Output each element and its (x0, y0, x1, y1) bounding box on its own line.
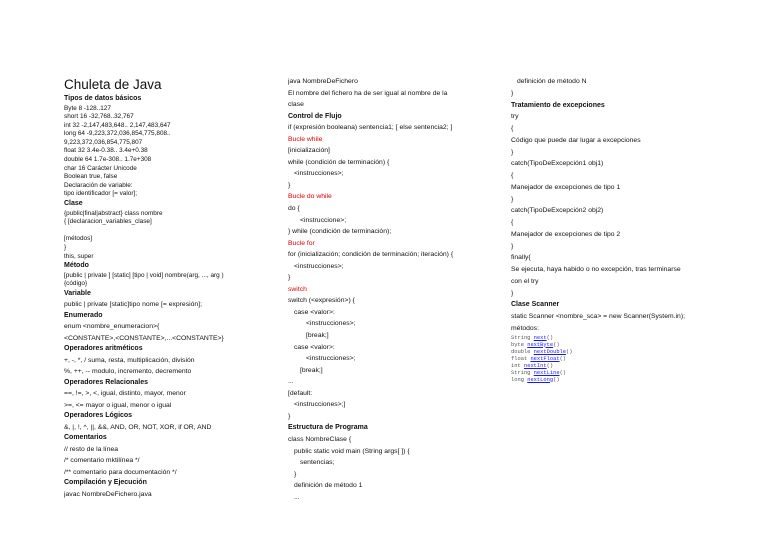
subsection-heading: Bucle while (288, 135, 323, 143)
heading-operadores-aritmeticos: Operadores aritméticos (64, 345, 143, 353)
code-line: catch(TipoDeExcepción2 obj2) (511, 207, 604, 215)
scanner-method-row (511, 349, 721, 356)
text-line: %, ++, -- modulo, incremento, decremento (64, 368, 192, 376)
code-line: Manejador de excepciones de tipo 1 (511, 183, 621, 191)
code-line: definición de método 1 (294, 482, 363, 490)
text-line: +, -, *, / suma, resta, multiplicación, división (64, 356, 195, 364)
code-line: [break;] (300, 366, 323, 374)
scanner-method-row (511, 363, 721, 370)
code-line: case <valor>: (294, 308, 335, 316)
column-exceptions-scanner (511, 76, 721, 384)
clase-list (64, 210, 269, 262)
code-line: for (inicialización; condición de terminación; iteración) { (288, 251, 454, 259)
column-basics (64, 76, 269, 500)
comentarios-list (64, 444, 269, 479)
code-line: ... (288, 378, 294, 386)
code-line: do { (288, 205, 300, 213)
text-line: Byte 8 -128..127 (64, 104, 111, 112)
code-line: El nombre del fichero ha de ser igual al nombre de la (288, 89, 448, 97)
relacionales-list (64, 388, 269, 411)
scanner-method-row (511, 342, 721, 349)
method-parens: () (559, 355, 567, 362)
text-line: this, super (64, 252, 94, 260)
text-line: Declaración de variable: (64, 181, 133, 189)
heading-operadores-logicos: Operadores Lógicos (64, 412, 133, 420)
compilacion-list (64, 489, 269, 501)
code-line: } (511, 242, 514, 250)
text-line: {código} (64, 280, 88, 288)
code-line: switch (<expresión>) { (288, 297, 355, 305)
code-line: métodos: (511, 324, 539, 332)
section-heading: Control de Flujo (288, 112, 342, 120)
code-line: } (288, 412, 291, 420)
code-line: if (expresión booleana) sentencia1; [ else sentencia2; ] (288, 124, 453, 132)
code-line: catch(TipoDeExcepción1 obj1) (511, 160, 604, 168)
text-line: // resto de la línea (64, 445, 119, 453)
text-line: int 32 -2,147,483,648.. 2,147,483,647 (64, 121, 171, 129)
text-line: short 16 -32,768..32,767 (64, 113, 134, 121)
method-return-type: byte (511, 341, 524, 348)
text-line: {public|final|abstract} class nombre (64, 209, 163, 217)
logicos-list (64, 422, 269, 434)
enumerado-list (64, 321, 269, 344)
text-line: char 16 Carácter Unicode (64, 164, 137, 172)
text-line (64, 227, 269, 236)
code-line: java NombreDeFichero (288, 78, 358, 85)
code-line: public static void main (String args[ ]) { (294, 447, 410, 455)
code-line: finally{ (511, 254, 531, 262)
code-line: sentencias; (300, 459, 335, 467)
heading-variable: Variable (64, 289, 91, 297)
text-line: javac NombreDeFichero.java (64, 490, 152, 498)
code-line: ... (294, 493, 300, 501)
variable-list (64, 299, 269, 311)
tipos-list (64, 105, 269, 200)
text-line: tipo identificador [= valor]; (64, 190, 137, 198)
code-line: while (condición de terminación) { (288, 158, 390, 166)
method-return-type: int (511, 362, 521, 369)
subsection-heading: Bucle do while (288, 193, 332, 201)
method-parens: () (546, 362, 554, 369)
code-line: } (288, 181, 291, 189)
code-line: } (511, 289, 514, 297)
scanner-methods-list (511, 335, 721, 384)
aritmeticos-list (64, 355, 269, 378)
text-line: &, |, !, ^, ||, &&, AND, OR, NOT, XOR, if OR, AND (64, 423, 212, 431)
method-parens: () (566, 348, 573, 355)
control-flow-lines (288, 76, 500, 503)
method-return-type: String (511, 369, 531, 376)
method-link[interactable]: nextInt (523, 362, 547, 369)
code-line: Manejador de excepciones de tipo 2 (511, 230, 621, 238)
code-line: <instrucciones>; (294, 262, 344, 270)
text-line: double 64 1.7e-308.. 1.7e+308 (64, 156, 152, 164)
method-link[interactable]: nextByte (527, 341, 554, 348)
scanner-method-row (511, 370, 721, 377)
text-line: public | private [static]tipo nome [= expresión]; (64, 301, 202, 309)
metodo-list (64, 272, 269, 289)
section-heading: Tratamiento de excepciones (511, 101, 605, 109)
heading-comentarios: Comentarios (64, 434, 107, 442)
method-link[interactable]: nextLine (533, 369, 560, 376)
code-line: static Scanner <nombre_sca> = new Scanner(System.in); (511, 313, 685, 320)
text-line: ==, !=, >, <, igual, distinto, mayor, menor (64, 390, 186, 398)
method-link[interactable]: nextFloat (530, 355, 560, 362)
text-line: /* comentario mktilínea */ (64, 457, 140, 465)
scanner-method-row (511, 335, 721, 342)
text-line: <CONSTANTE>,<CONSTANTE>,...<CONSTANTE>} (64, 334, 224, 342)
heading-tipos: Tipos de datos básicos (64, 95, 142, 102)
subsection-heading: switch (288, 285, 307, 293)
text-line: [public | private ] [static] [tipo | void] nombre(arg, ..., arg ) (64, 271, 224, 279)
code-line: [break;] (306, 332, 329, 340)
code-line: try (511, 113, 519, 121)
section-heading: Clase Scanner (511, 301, 560, 309)
text-line: long 64 -9,223,372,036,854,775,808.. (64, 130, 171, 138)
code-line: <instruccione>; (300, 216, 347, 224)
code-line: <instrucciones>;] (294, 401, 346, 409)
code-line: { (511, 172, 514, 179)
method-link[interactable]: next (533, 334, 547, 341)
code-line: } while (condición de terminación); (288, 228, 392, 236)
method-link[interactable]: nextDouble (533, 348, 567, 355)
text-line: { [declaracion_variables_clase] (64, 218, 152, 226)
text-line: float 32 3.4e-0.38.. 3.4e+0.38 (64, 147, 148, 155)
method-parens: () (553, 376, 560, 383)
heading-operadores-relacionales: Operadores Relacionales (64, 378, 149, 386)
code-line: <instrucciones>; (294, 170, 344, 178)
method-parens: () (546, 334, 554, 341)
code-line: clase (288, 101, 304, 109)
code-line: <instrucciones>; (306, 320, 356, 328)
scanner-method-row (511, 377, 721, 384)
method-return-type: long (511, 376, 524, 383)
heading-metodo: Método (64, 262, 89, 270)
method-return-type: String (511, 334, 531, 341)
text-line: 9,223,372,036,854,775,807 (64, 138, 143, 146)
code-line: case <valor>: (294, 343, 335, 351)
method-parens: () (559, 369, 567, 376)
code-line: class NombreClase { (288, 435, 352, 443)
text-line: >=, <= mayor o igual, menor o igual (64, 401, 172, 409)
heading-clase: Clase (64, 200, 83, 208)
code-line: definición de método N (517, 78, 587, 85)
code-line: con el try (511, 277, 539, 285)
text-line: enum <nombre_enumeracion>{ (64, 323, 160, 331)
code-line: { (511, 219, 514, 226)
code-line: } (511, 148, 514, 156)
method-link[interactable]: nextLong (527, 376, 554, 383)
subsection-heading: Bucle for (288, 239, 315, 247)
column-control-flow (288, 76, 500, 503)
text-line: [métodos] (64, 235, 93, 243)
method-return-type: float (511, 355, 528, 362)
heading-enumerado: Enumerado (64, 311, 103, 319)
section-heading: Estructura de Programa (288, 424, 368, 432)
code-line: Código que puede dar lugar a excepciones (511, 136, 641, 144)
exceptions-lines (511, 76, 721, 335)
code-line: Se ejecuta, haya habido o no excepción, tras terminarse (511, 266, 681, 273)
code-line: <instrucciones>; (306, 355, 356, 363)
page-title: Chuleta de Java (64, 77, 162, 92)
code-line: } (511, 195, 514, 203)
code-line: [inicialización] (288, 147, 330, 155)
method-return-type: double (511, 348, 531, 355)
scanner-method-row (511, 356, 721, 363)
code-line: [default: (288, 389, 313, 397)
text-line: /** comentario para documentación */ (64, 468, 177, 476)
code-line: } (511, 89, 514, 97)
code-line: } (288, 274, 291, 282)
method-parens: () (553, 341, 560, 348)
text-line: } (64, 243, 67, 251)
code-line: } (294, 470, 297, 478)
code-line: { (511, 125, 514, 132)
heading-compilacion: Compilación y Ejecución (64, 479, 147, 487)
text-line: Boolean true, false (64, 173, 118, 181)
